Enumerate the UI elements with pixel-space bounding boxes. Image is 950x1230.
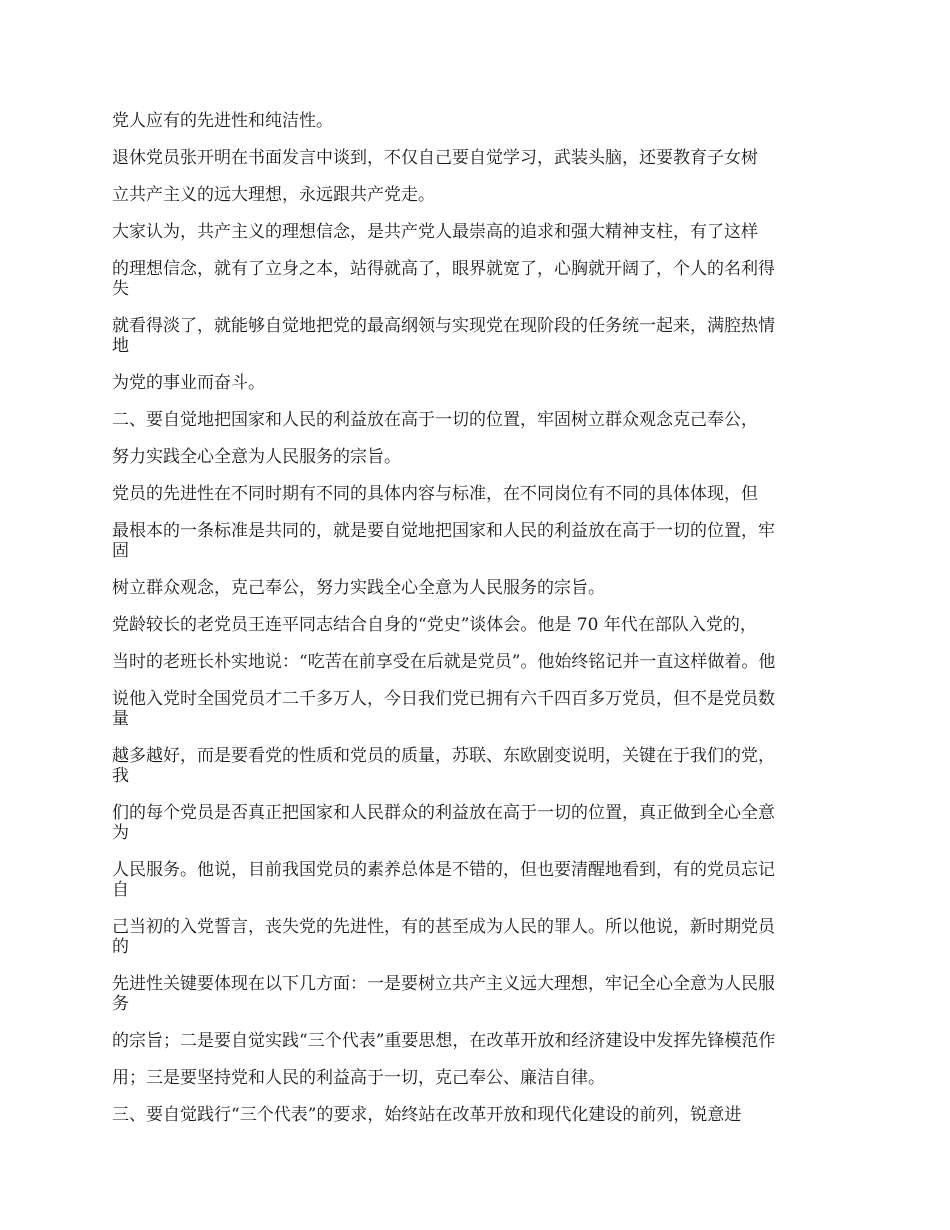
text-line: 用；三是要坚持党和人民的利益高于一切，克己奉公、廉洁自律。 <box>112 1068 605 1088</box>
document-body <box>112 111 842 1125</box>
text-line: 地 <box>112 336 129 356</box>
text-line: 为 <box>112 823 129 843</box>
text-line: 的理想信念，就有了立身之本，站得就高了，眼界就宽了，心胸就开阔了，个人的名利得 <box>112 259 775 279</box>
text-line: 务 <box>112 994 129 1014</box>
text-line: 先进性关键要体现在以下几方面：一是要树立共产主义远大理想，牢记全心全意为人民服 <box>112 974 775 994</box>
text-line: 己当初的入党誓言，丧失党的先进性，有的甚至成为人民的罪人。所以他说，新时期党员 <box>112 917 775 937</box>
text-line: 的宗旨；二是要自觉实践“三个代表”重要思想，在改革开放和经济建设中发挥先锋模范作 <box>112 1031 776 1051</box>
text-line: 努力实践全心全意为人民服务的宗旨。 <box>112 447 401 467</box>
text-line: 二、要自觉地把国家和人民的利益放在高于一切的位置，牢固树立群众观念克己奉公， <box>112 410 758 430</box>
text-line: 固 <box>112 541 129 561</box>
text-line: 党员的先进性在不同时期有不同的具体内容与标准，在不同岗位有不同的具体体现，但 <box>112 484 758 504</box>
text-line: 量 <box>112 709 129 729</box>
text-line: 失 <box>112 279 129 299</box>
text-line: 为党的事业而奋斗。 <box>112 373 265 393</box>
text-line: 三、要自觉践行“三个代表”的要求，始终站在改革开放和现代化建设的前列，锐意进 <box>112 1105 742 1125</box>
text-line: 树立群众观念，克己奉公，努力实践全心全意为人民服务的宗旨。 <box>112 578 605 598</box>
text-line: 最根本的一条标准是共同的，就是要自觉地把国家和人民的利益放在高于一切的位置，牢 <box>112 521 775 541</box>
text-line: 们的每个党员是否真正把国家和人民群众的利益放在高于一切的位置，真正做到全心全意 <box>112 803 775 823</box>
text-line: 我 <box>112 766 129 786</box>
text-line: 自 <box>112 880 129 900</box>
text-line: 就看得淡了，就能够自觉地把党的最高纲领与实现党在现阶段的任务统一起来，满腔热情 <box>112 316 775 336</box>
text-line: 人民服务。他说，目前我国党员的素养总体是不错的，但也要清醒地看到，有的党员忘记 <box>112 860 775 880</box>
text-line: 大家认为，共产主义的理想信念，是共产党人最崇高的追求和强大精神支柱，有了这样 <box>112 222 758 242</box>
text-line: 说他入党时全国党员才二千多万人，今日我们党已拥有六千四百多万党员，但不是党员数 <box>112 689 775 709</box>
text-line: 的 <box>112 937 129 957</box>
text-line: 当时的老班长朴实地说：“吃苦在前享受在后就是党员”。他始终铭记并一直这样做着。他 <box>112 652 776 672</box>
text-line: 退休党员张开明在书面发言中谈到，不仅自己要自觉学习，武装头脑，还要教育子女树 <box>112 148 758 168</box>
text-line: 立共产主义的远大理想，永远跟共产党走。 <box>112 185 435 205</box>
text-line: 党人应有的先进性和纯洁性。 <box>112 111 333 131</box>
text-line: 党龄较长的老党员王连平同志结合自身的“党史”谈体会。他是 70 年代在部队入党的， <box>112 615 757 635</box>
text-line: 越多越好，而是要看党的性质和党员的质量，苏联、东欧剧变说明，关键在于我们的党， <box>112 746 775 766</box>
